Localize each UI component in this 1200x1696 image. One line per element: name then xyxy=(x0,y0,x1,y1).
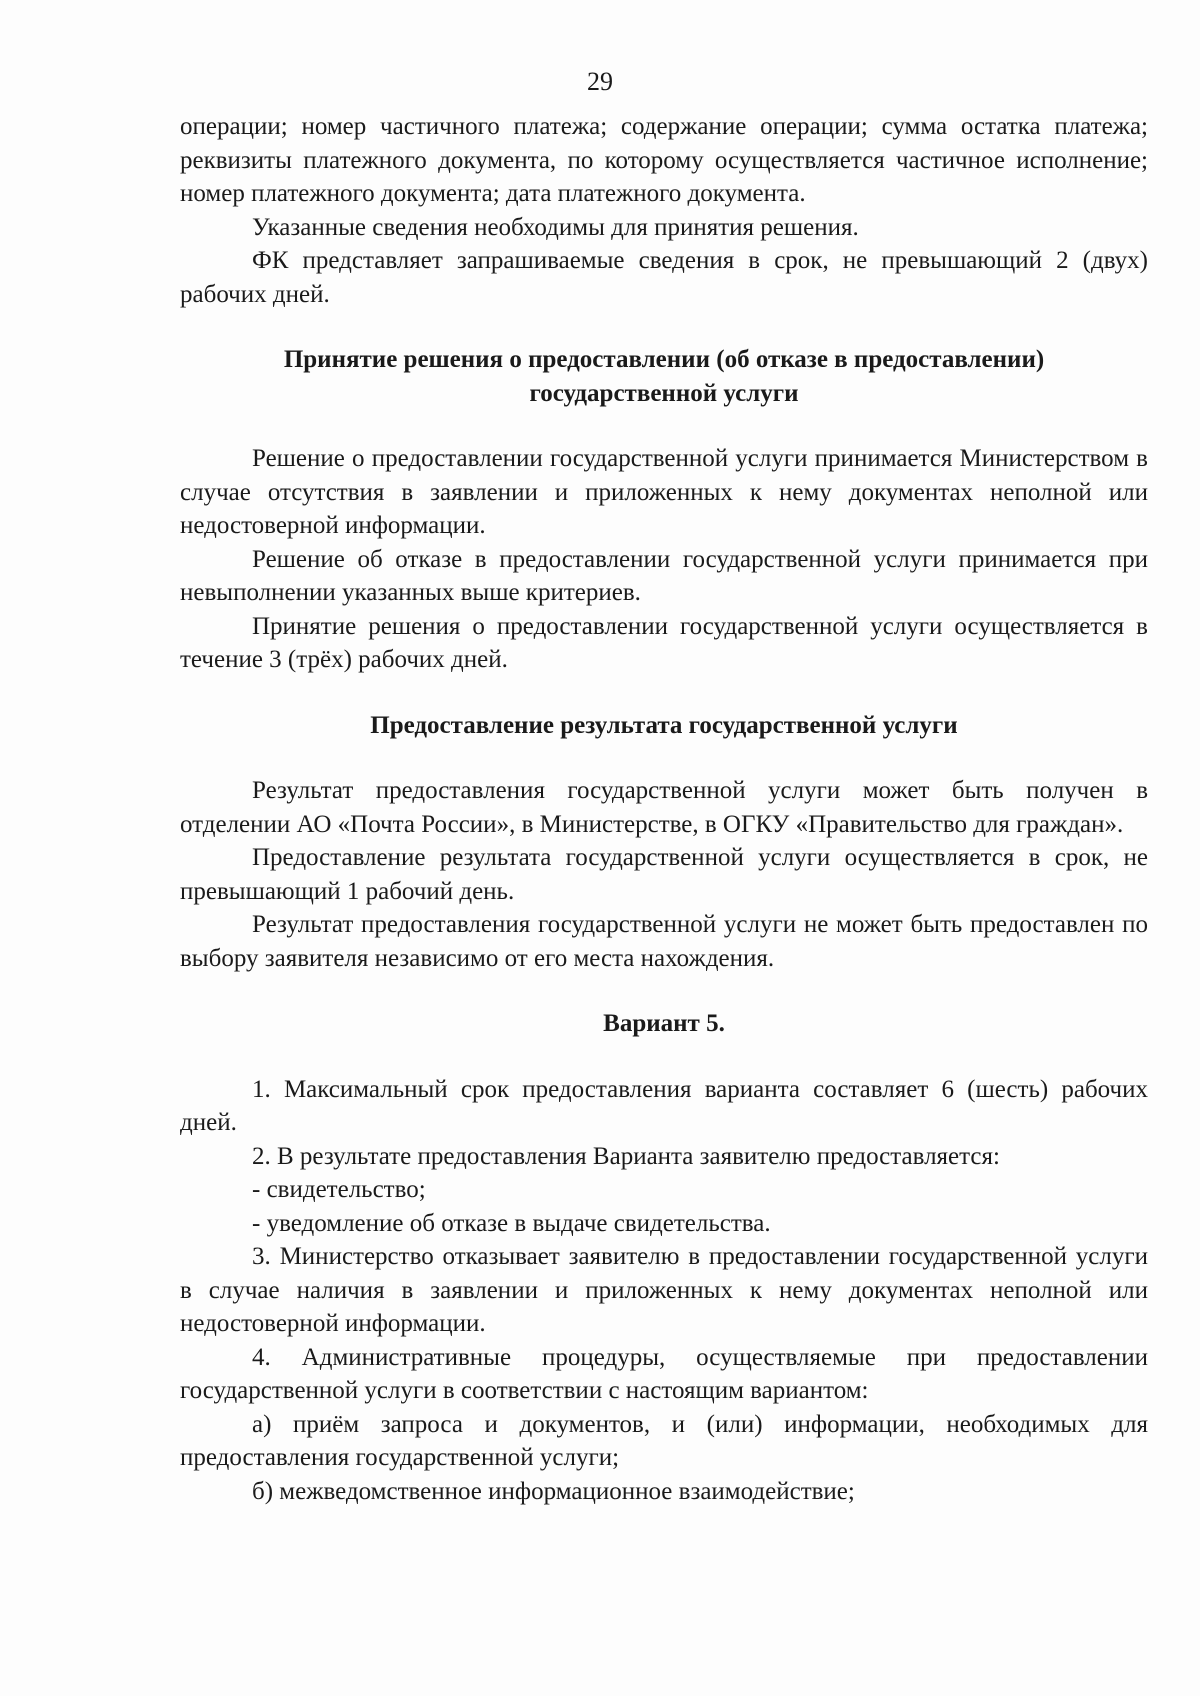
paragraph: Решение об отказе в предоставлении государственной услуги принимается при невыполнении указанных выше критериев. xyxy=(180,545,1148,606)
page-content xyxy=(180,110,1148,1508)
paragraph: Результат предоставления государственной услуги может быть получен в отделении АО «Почта России», в Министерстве, в ОГКУ «Правительство для граждан». xyxy=(180,777,1148,838)
sub-item: а) приём запроса и документов, и (или) информации, необходимых для предоставления государственной услуги; xyxy=(180,1410,1148,1471)
page-number: 29 xyxy=(587,67,613,96)
dash-item: - уведомление об отказе в выдаче свидетельства. xyxy=(252,1209,771,1237)
paragraph: Результат предоставления государственной услуги не может быть предоставлен по выбору заявителя независимо от его места нахождения. xyxy=(180,911,1148,972)
sub-item: б) межведомственное информационное взаимодействие; xyxy=(252,1477,855,1505)
list-item: 2. В результате предоставления Варианта заявителю предоставляется: xyxy=(252,1142,1000,1170)
section-heading-decision xyxy=(180,343,1148,410)
paragraph: ФК представляет запрашиваемые сведения в срок, не превышающий 2 (двух) рабочих дней. xyxy=(180,247,1148,308)
paragraph: Принятие решения о предоставлении государственной услуги осуществляется в течение 3 (трёх) рабочих дней. xyxy=(180,612,1148,673)
heading-line: Принятие решения о предоставлении (об отказе в предоставлении) xyxy=(283,346,1045,373)
list-item: 4. Административные процедуры, осуществляемые при предоставлении государственной услуги в соответствии с настоящим вариантом: xyxy=(180,1343,1148,1404)
section-heading-variant: Вариант 5. xyxy=(603,1010,725,1037)
paragraph: операции; номер частичного платежа; содержание операции; сумма остатка платежа; реквизиты платежного документа, по которому осуществляется частичное исполнение; номер платежного документа; дата платежного документа. xyxy=(180,113,1148,207)
dash-item: - свидетельство; xyxy=(252,1176,426,1203)
paragraph: Решение о предоставлении государственной услуги принимается Министерством в случае отсутствия в заявлении и приложенных к нему документах неполной или недостоверной информации. xyxy=(180,445,1148,539)
heading-line: государственной услуги xyxy=(529,379,799,407)
paragraph: Указанные сведения необходимы для принятия решения. xyxy=(252,213,859,241)
list-item: 3. Министерство отказывает заявителю в предоставлении государственной услуги в случае наличия в заявлении и приложенных к нему документах неполной или недостоверной информации. xyxy=(180,1243,1148,1337)
list-item: 1. Максимальный срок предоставления варианта составляет 6 (шесть) рабочих дней. xyxy=(180,1075,1148,1136)
paragraph: Предоставление результата государственной услуги осуществляется в срок, не превышающий 1 рабочий день. xyxy=(180,844,1148,905)
section-heading-result: Предоставление результата государственной услуги xyxy=(370,711,958,739)
